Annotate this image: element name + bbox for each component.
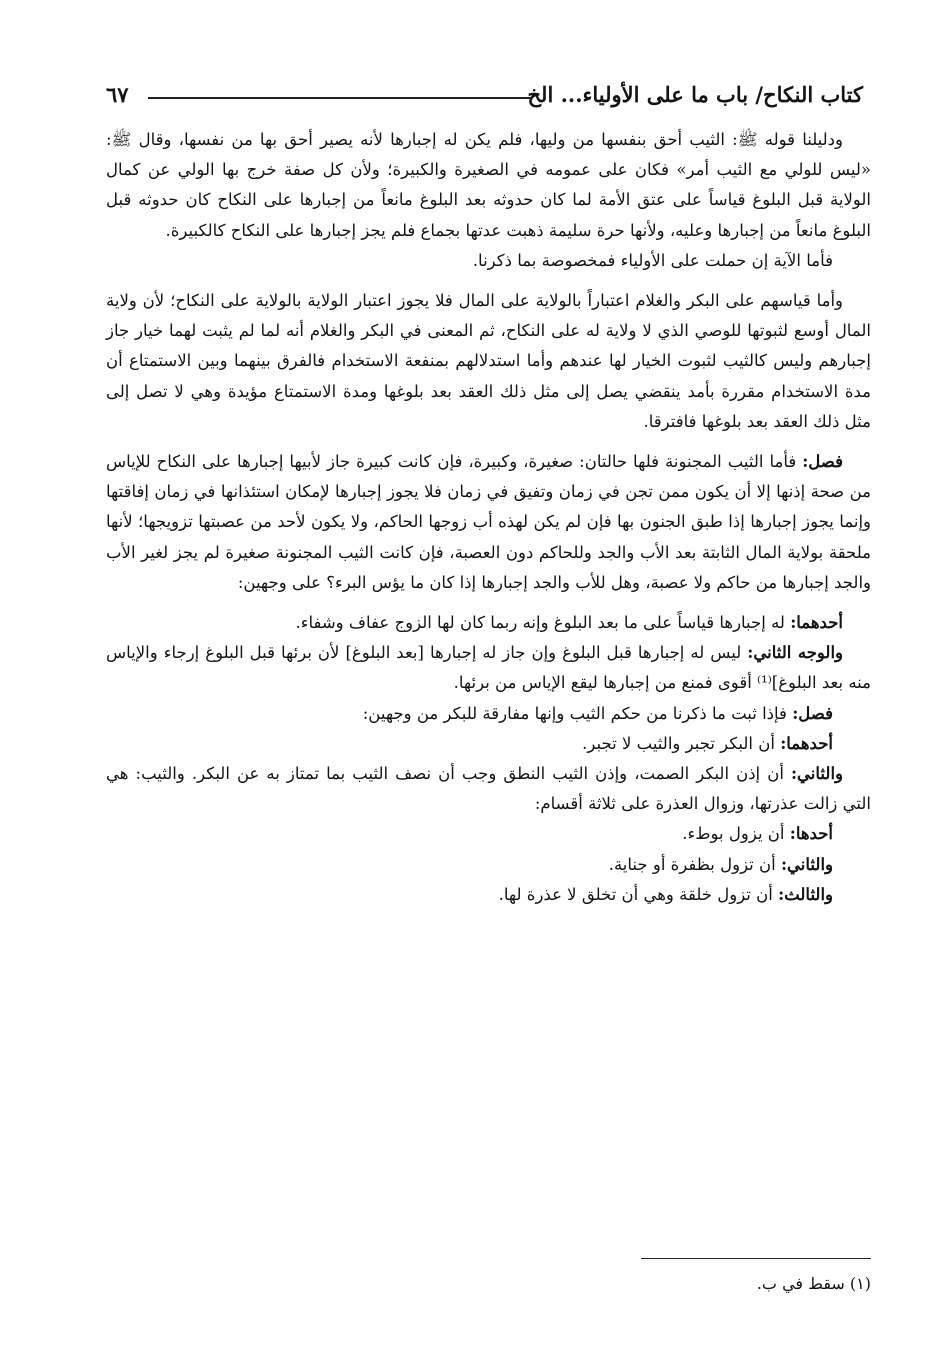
main-text: [106, 125, 871, 910]
paragraph-category-two: [106, 850, 871, 880]
paragraph-category-three: [106, 880, 871, 910]
paragraph-difference-two: [106, 759, 871, 819]
paragraph-text: أن إذن البكر الصمت، وإذن الثيب النطق وجب أن نصف الثيب بما تمتاز به عن البكر. والثيب: هي التي زالت عذرتها، وزوال العذرة على ثلاثة أقسام:: [106, 764, 871, 814]
paragraph-text: أن تزول بظفرة أو جناية.: [608, 854, 781, 874]
paragraph-text: أن البكر تجبر والثيب لا تجبر.: [582, 733, 781, 753]
header-rule: [148, 97, 531, 99]
point-label: والثاني:: [780, 854, 833, 874]
paragraph-text: ليس له إجبارها قبل البلوغ وإن جاز له إجبارها [بعد البلوغ] لأن برئها قبل البلوغ إرجاء والإياس منه بعد البلوغ]⁽¹⁾ أقوى فمنع من إجبارها ليقع الإياس من برئها.: [106, 643, 871, 693]
page-number: ٦٧: [106, 82, 129, 107]
paragraph-evidence: ودليلنا قوله ﷺ: الثيب أحق بنفسها من وليها، فلم يكن له إجبارها لأنه يصير أحق بها من نفسها، وقال ﷺ: «ليس للولي مع الثيب أمر» فكان على عمومه في الصغيرة والكبيرة؛ ولأن كل صفة خرج بها الولي عن كمال الولاية قبل البلوغ قياساً على عتق الأمة لما كان حدوثه بعد البلوغ مانعاً من إجبارها على النكاح كان حدوثه قبل البلوغ مانعاً من إجبارها وعليه، ولأنها حرة سليمة ذهبت عدتها بجماع فلم يجز إجبارها على النكاح كالكبيرة.: [106, 130, 871, 240]
paragraph-analogy: وأما قياسهم على البكر والغلام اعتباراً بالولاية على المال فلا يجوز اعتبار الولاية بالولاية على النكاح؛ لأن ولاية المال أوسع لثبوتها للوصي الذي لا ولاية له على النكاح، ثم المعنى في البكر والغلام أنه لما لم يثبت لهما خيار جاز إجبارهم وليس كالثيب لثبوت الخيار لها عندهم وأما استدلالهم بمنفعة الاستخدام فالفرق بينهما وبين الاستمتاع أن مدة الاستخدام مقررة بأمد ينقضي يصل إلى مثل ذلك العقد بعد بلوغها ومدة الاستمتاع مؤيدة وهي لا تصل إلى مثل ذلك العقد بعد بلوغها فافترقا.: [106, 291, 871, 431]
paragraph-verse: فأما الآية إن حملت على الأولياء فمخصوصة بما ذكرنا.: [472, 250, 833, 270]
paragraph-text: له إجبارها قياساً على ما بعد البلوغ وإنه ربما كان لها الزوج عفاف وشفاء.: [295, 613, 791, 633]
paragraph-second-view: [106, 638, 871, 698]
footnote: (١) سقط في ب.: [756, 1274, 871, 1293]
point-label: والوجه الثاني:: [747, 643, 843, 663]
paragraph-insane-thayyib: [106, 447, 871, 598]
point-label: والثاني:: [790, 764, 843, 784]
paragraph-text: فأما الثيب المجنونة فلها حالتان: صغيرة، وكبيرة، فإن كانت كبيرة جاز لأبيها إجبارها على النكاح للإياس من صحة إذنها إلا أن يكون ممن تجن في زمان وتفيق في زمان فلا يجوز إجبارها لإمكان استئذانها في زمان إفاقتها وإنما يجوز إجبارها إذا طبق الجنون بها فإن لم يكن لهذه أب زوجها الحاكم، ولا يكون لأحد من عصبتها تزويجها؛ لأنها ملحقة بولاية المال الثابتة بعد الأب والجد وللحاكم دون العصبة، فإن كانت الثيب المجنونة صغيرة لم يجز لغير الأب والجد إجبارها من حاكم ولا عصبة، وهل للأب والجد إجبارها إذا كان ما يؤس البرء؟ على وجهين:: [106, 452, 871, 592]
point-label: أحدها:: [789, 824, 833, 844]
paragraph-difference-one: [106, 729, 871, 759]
header-title: كتاب النكاح/ باب ما على الأولياء... الخ: [527, 82, 863, 107]
point-label: والثالث:: [778, 884, 833, 904]
paragraph-text: فإذا ثبت ما ذكرنا من حكم الثيب وإنها مفارقة للبكر من وجهين:: [362, 703, 793, 723]
footnote-separator: [641, 1258, 871, 1259]
running-header: [106, 78, 863, 112]
paragraph-section-difference: [106, 699, 871, 729]
point-label: أحدهما:: [790, 613, 843, 633]
point-label: أحدهما:: [780, 733, 833, 753]
paragraph-category-one: [106, 819, 871, 849]
paragraph-text: أن يزول بوطء.: [682, 824, 790, 844]
paragraph-text: أن تزول خلقة وهي أن تخلق لا عذرة لها.: [498, 884, 779, 904]
section-label: فصل:: [802, 452, 843, 472]
paragraph-first-view: [106, 608, 871, 638]
section-label: فصل:: [792, 703, 833, 723]
